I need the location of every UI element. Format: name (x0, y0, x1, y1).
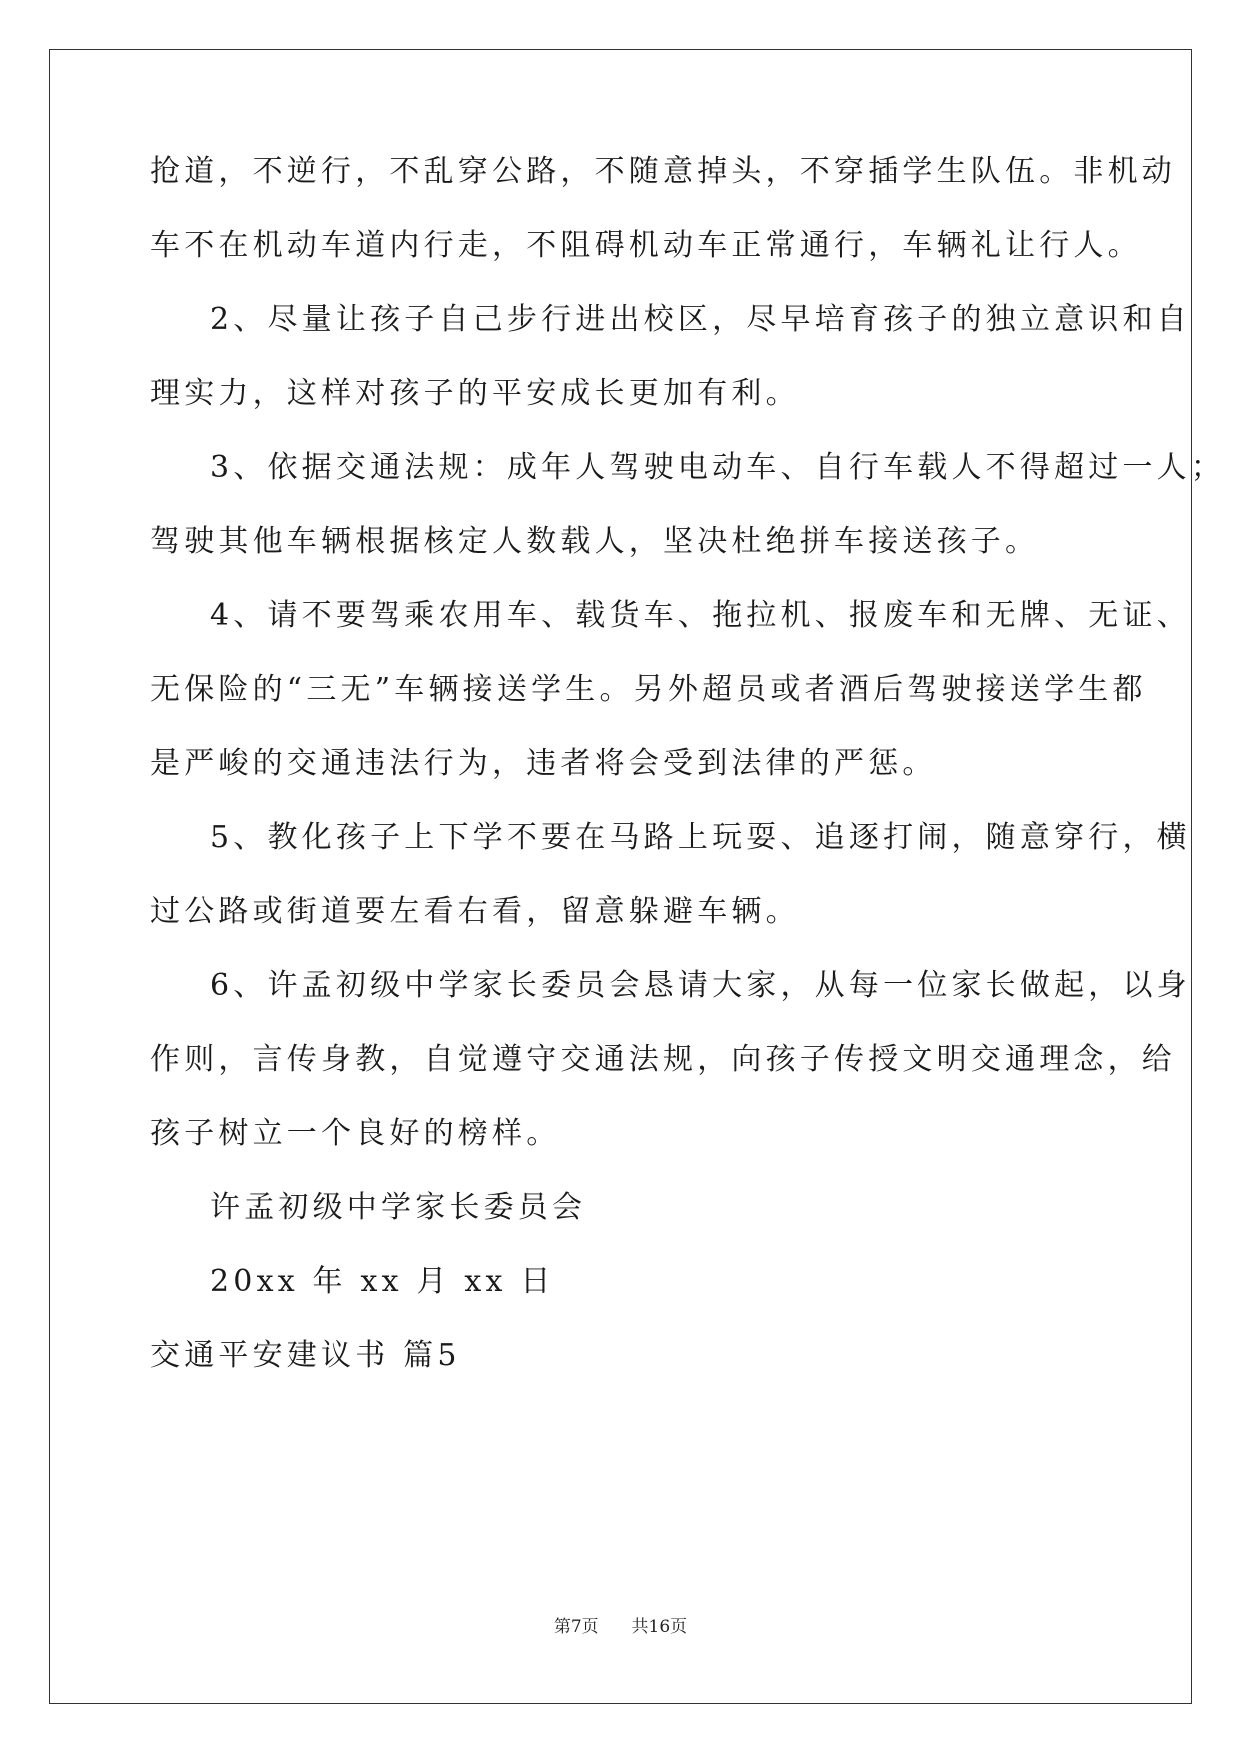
date: 20xx 年 xx 月 xx 日 (210, 1264, 555, 1299)
text-line: 驾驶其他车辆根据核定人数载人，坚决杜绝拼车接送孩子。 (150, 524, 1040, 559)
text-line: 3、依据交通法规：成年人驾驶电动车、自行车载人不得超过一人； (210, 450, 1226, 485)
page-footer (0, 1615, 1241, 1639)
page-number: 第7页 (553, 1617, 599, 1637)
page-border (49, 49, 1192, 1704)
text-line: 车不在机动车道内行走，不阻碍机动车正常通行，车辆礼让行人。 (150, 228, 1142, 263)
text-line: 5、教化孩子上下学不要在马路上玩耍、追逐打闹，随意穿行，横 (210, 820, 1191, 855)
text-line: 理实力，这样对孩子的平安成长更加有利。 (150, 376, 800, 411)
text-line: 4、请不要驾乘农用车、载货车、拖拉机、报废车和无牌、无证、 (210, 598, 1191, 633)
text-line: 无保险的“三无”车辆接送学生。另外超员或者酒后驾驶接送学生都 (150, 672, 1147, 707)
signature: 许孟初级中学家长委员会 (210, 1190, 587, 1225)
section-title: 交通平安建议书 篇5 (150, 1338, 461, 1373)
text-line: 2、尽量让孩子自己步行进出校区，尽早培育孩子的独立意识和自 (210, 302, 1191, 337)
text-line: 作则，言传身教，自觉遵守交通法规，向孩子传授文明交通理念，给 (150, 1042, 1176, 1077)
text-line: 6、许孟初级中学家长委员会恳请大家，从每一位家长做起，以身 (210, 968, 1191, 1003)
text-line: 是严峻的交通违法行为，违者将会受到法律的严惩。 (150, 746, 937, 781)
text-line: 孩子树立一个良好的榜样。 (150, 1116, 561, 1151)
text-line: 抢道，不逆行，不乱穿公路，不随意掉头，不穿插学生队伍。非机动 (150, 154, 1176, 189)
total-pages: 共16页 (631, 1617, 688, 1637)
text-line: 过公路或街道要左看右看，留意躲避车辆。 (150, 894, 800, 929)
